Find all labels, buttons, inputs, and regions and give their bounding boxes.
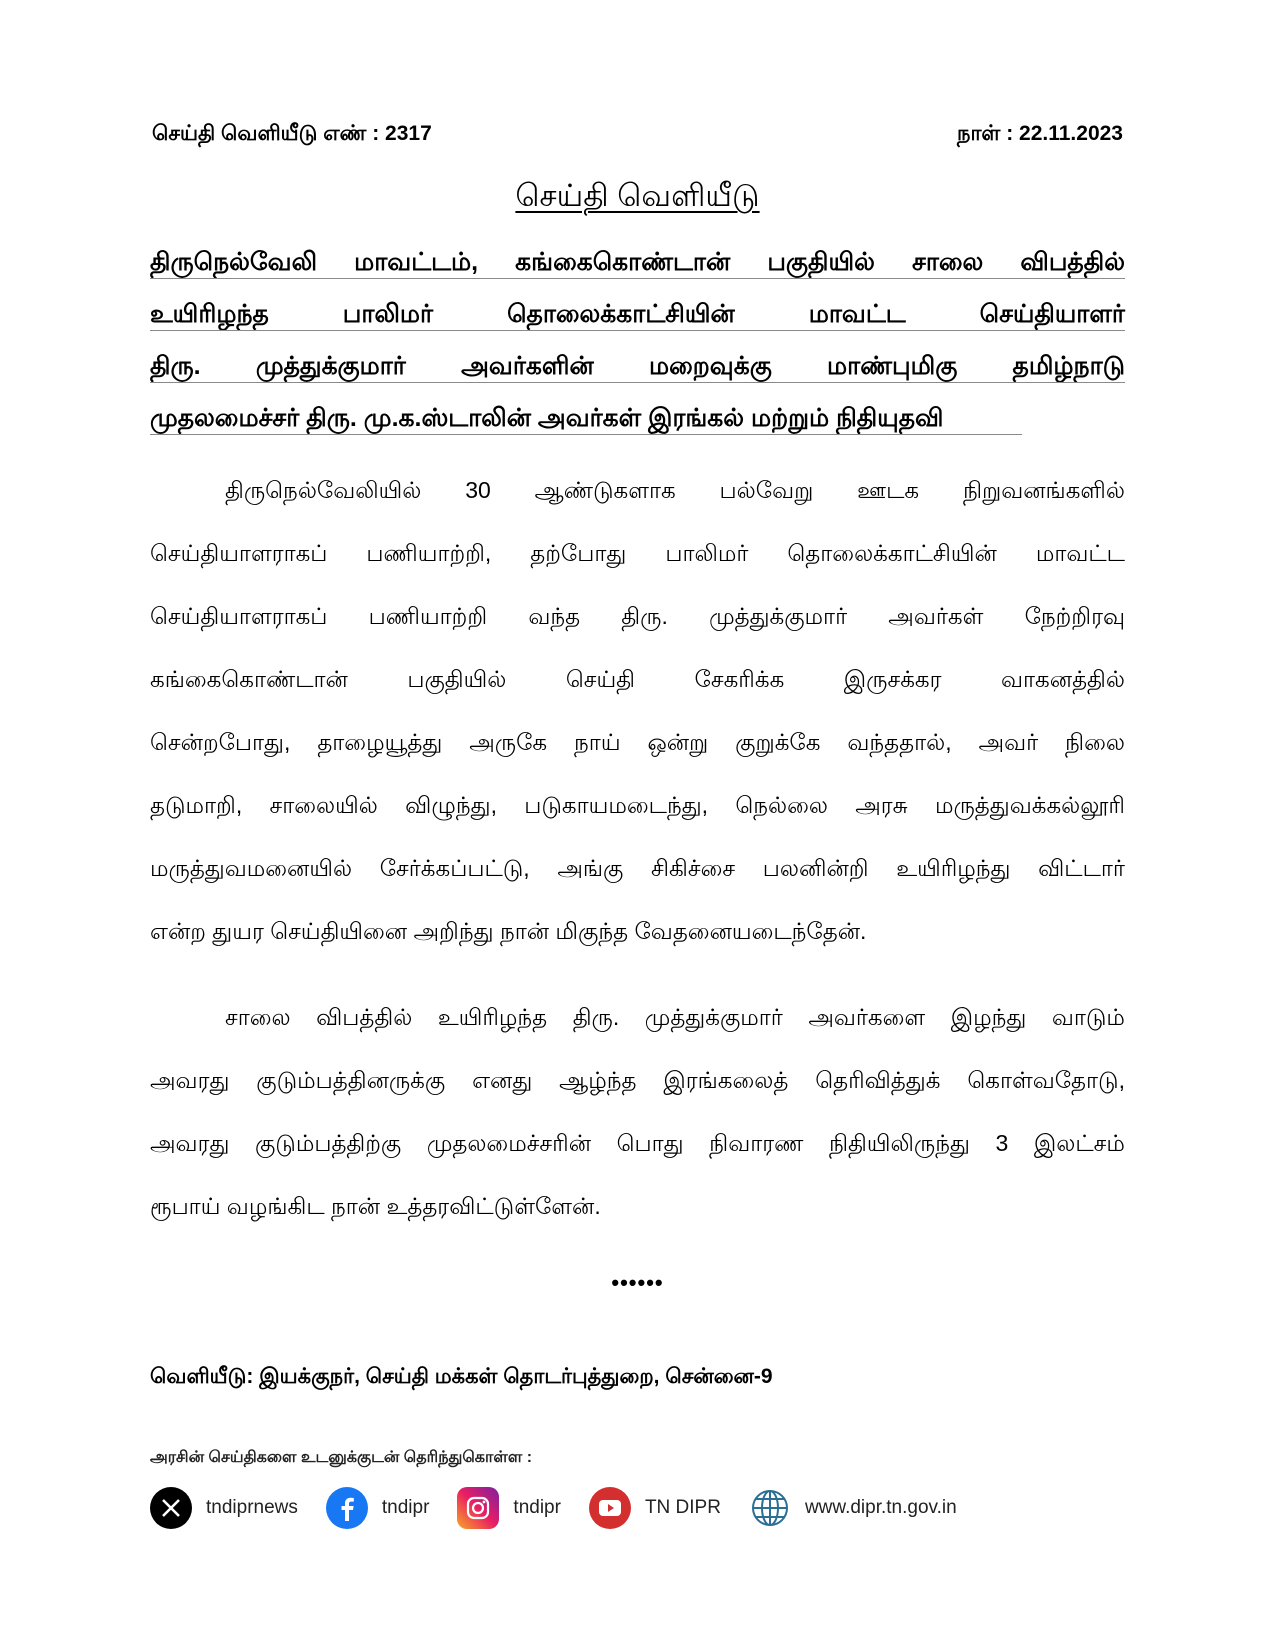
word: விபத்தில்: [1020, 248, 1125, 276]
word: அவர்களை: [808, 1004, 926, 1030]
social-website-url[interactable]: www.dipr.tn.gov.in: [804, 1497, 957, 1518]
word: திரு.: [621, 603, 668, 629]
underline: [150, 434, 1022, 435]
word: அரசு: [855, 792, 908, 818]
word: விழுந்து,: [405, 792, 497, 818]
word: அவரது: [150, 1130, 230, 1156]
word: மாவட்டம்,: [354, 248, 479, 276]
word: நிலை: [1065, 729, 1125, 755]
paragraph2-line: [150, 986, 1125, 1049]
word: சென்றபோது,: [150, 729, 291, 755]
paragraph1-line: [150, 459, 1125, 522]
release-number: செய்தி வெளியீடு எண் : 2317: [152, 122, 432, 145]
underline: [150, 382, 1125, 383]
word: ரூபாய் வழங்கிட நான் உத்தரவிட்டுள்ளேன்.: [150, 1193, 601, 1219]
word: தொலைக்காட்சியின்: [787, 540, 997, 566]
social-youtube-handle: TN DIPR: [644, 1497, 721, 1518]
headline-line: [150, 240, 1125, 292]
release-date: நாள் : 22.11.2023: [956, 122, 1123, 145]
word: உயிரிழந்த: [150, 300, 269, 328]
word: நாய்: [574, 729, 621, 755]
document-title: [0, 178, 1275, 218]
word: முத்துக்குமார்: [255, 352, 406, 380]
underline: [150, 330, 1125, 331]
paragraph1-line: [150, 711, 1125, 774]
word: என்ற துயர செய்தியினை அறிந்து நான் மிகுந்த வேதனையடைந்தேன்.: [150, 918, 867, 944]
word: இருசக்கர: [843, 666, 942, 692]
social-instagram[interactable]: [457, 1487, 561, 1529]
word: முதலமைச்சரின்: [426, 1130, 592, 1156]
social-x-handle: tndiprnews: [206, 1497, 298, 1518]
social-instagram-handle: tndipr: [513, 1497, 561, 1518]
instagram-icon: [457, 1487, 499, 1529]
word: குடும்பத்தினருக்கு: [256, 1067, 446, 1093]
word: வந்ததால்,: [847, 729, 952, 755]
word: ஆழ்ந்த: [559, 1067, 637, 1093]
word: செய்தியாளராகப்: [150, 603, 328, 629]
paragraph2-line: [150, 1049, 1125, 1112]
social-x[interactable]: [150, 1487, 298, 1529]
document-title-text: செய்தி வெளியீடு: [515, 178, 760, 213]
word: அவரது: [150, 1067, 230, 1093]
word: குடும்பத்திற்கு: [254, 1130, 402, 1156]
word: மருத்துவமனையில்: [150, 855, 353, 881]
social-links: [150, 1487, 985, 1529]
word: பாலிமர்: [342, 300, 434, 328]
word: தாழையூத்து: [317, 729, 443, 755]
word: முதலமைச்சர் திரு. மு.க.ஸ்டாலின் அவர்கள் இரங்கல் மற்றும் நிதியுதவி: [150, 404, 944, 432]
word: வந்த: [528, 603, 581, 629]
word: தற்போது: [530, 540, 627, 566]
paragraph1-line: [150, 900, 1125, 963]
globe-icon: [749, 1487, 791, 1529]
headline-line: [150, 344, 1125, 396]
word: படுகாயமடைந்து,: [524, 792, 709, 818]
facebook-icon: [326, 1487, 368, 1529]
word: அவர்களின்: [461, 352, 594, 380]
word: எனது: [472, 1067, 533, 1093]
word: செய்தியாளராகப்: [150, 540, 328, 566]
word: மருத்துவக்கல்லூரி: [934, 792, 1125, 818]
word: கொள்வதோடு,: [967, 1067, 1125, 1093]
youtube-icon: [589, 1487, 631, 1529]
paragraph1-line: [150, 648, 1125, 711]
paragraph-2: [150, 986, 1125, 1238]
paragraph-1: [150, 459, 1125, 963]
word: பொது: [616, 1130, 684, 1156]
word: முத்துக்குமார்: [709, 603, 848, 629]
paragraph1-line: [150, 837, 1125, 900]
separator-dots: ••••••: [611, 1270, 664, 1295]
word: கங்கைகொண்டான்: [515, 248, 731, 276]
word: நிவாரண: [709, 1130, 804, 1156]
x-twitter-icon: [150, 1487, 192, 1529]
word: ஒன்று: [647, 729, 709, 755]
word: சேர்க்கப்பட்டு,: [379, 855, 530, 881]
word: பகுதியில்: [407, 666, 507, 692]
word: திருநெல்வேலி: [150, 248, 318, 276]
social-label: அரசின் செய்திகளை உடனுக்குடன் தெரிந்துகொள்ள :: [150, 1449, 533, 1466]
word: பல்வேறு: [719, 477, 814, 503]
word: திரு.: [572, 1004, 620, 1030]
paragraph1-line: [150, 522, 1125, 585]
word: பகுதியில்: [767, 248, 875, 276]
word: ஆண்டுகளாக: [534, 477, 676, 503]
word: 30: [465, 477, 491, 503]
word: விபத்தில்: [316, 1004, 413, 1030]
headline-line: [150, 292, 1125, 344]
paragraph2-line: [150, 1112, 1125, 1175]
word: உயிரிழந்து: [896, 855, 1011, 881]
word: ஊடக: [857, 477, 920, 503]
social-website[interactable]: [749, 1487, 957, 1529]
word: நிதியிலிருந்து: [828, 1130, 970, 1156]
word: தமிழ்நாடு: [1012, 352, 1125, 380]
word: திரு.: [150, 352, 201, 380]
word: இலட்சம்: [1033, 1130, 1125, 1156]
word: அருகே: [469, 729, 548, 755]
word: செய்தியாளர்: [979, 300, 1125, 328]
word: பலனின்றி: [762, 855, 869, 881]
word: 3: [995, 1130, 1009, 1156]
word: மாண்புமிகு: [827, 352, 958, 380]
underline: [150, 278, 1125, 279]
word: செய்தி: [565, 666, 636, 692]
word: தெரிவித்துக்: [815, 1067, 941, 1093]
word: சாலை: [911, 248, 984, 276]
word: நிறுவனங்களில்: [962, 477, 1125, 503]
word: நேற்றிரவு: [1024, 603, 1125, 629]
word: சிகிச்சை: [651, 855, 736, 881]
headline: [150, 240, 1125, 448]
word: பணியாற்றி: [368, 603, 488, 629]
word: முத்துக்குமார்: [644, 1004, 783, 1030]
word: வாடும்: [1051, 1004, 1125, 1030]
word: சாலையில்: [269, 792, 378, 818]
word: திருநெல்வேலியில்: [225, 477, 422, 503]
word: சேகரிக்க: [694, 666, 785, 692]
word: விட்டார்: [1038, 855, 1125, 881]
word: பணியாற்றி,: [366, 540, 492, 566]
social-facebook[interactable]: [326, 1487, 430, 1529]
social-facebook-handle: tndipr: [381, 1497, 430, 1518]
word: தடுமாறி,: [150, 792, 243, 818]
word: அவர்: [978, 729, 1039, 755]
paragraph2-line: [150, 1175, 1125, 1238]
word: இழந்து: [950, 1004, 1027, 1030]
word: மாவட்ட: [808, 300, 906, 328]
word: சாலை: [225, 1004, 291, 1030]
headline-line: [150, 396, 1125, 448]
word: வாகனத்தில்: [1001, 666, 1125, 692]
word: பாலிமர்: [665, 540, 749, 566]
social-youtube[interactable]: [589, 1487, 721, 1529]
word: இரங்கலைத்: [663, 1067, 789, 1093]
issuer-footer: வெளியீடு: இயக்குநர், செய்தி மக்கள் தொடர்புத்துறை, சென்னை-9: [150, 1365, 773, 1388]
word: நெல்லை: [735, 792, 828, 818]
word: மறைவுக்கு: [649, 352, 772, 380]
word: அங்கு: [557, 855, 624, 881]
paragraph1-line: [150, 774, 1125, 837]
word: உயிரிழந்த: [437, 1004, 548, 1030]
paragraph1-line: [150, 585, 1125, 648]
word: மாவட்ட: [1035, 540, 1125, 566]
word: கங்கைகொண்டான்: [150, 666, 348, 692]
word: தொலைக்காட்சியின்: [507, 300, 735, 328]
word: அவர்கள்: [888, 603, 984, 629]
word: குறுக்கே: [735, 729, 821, 755]
